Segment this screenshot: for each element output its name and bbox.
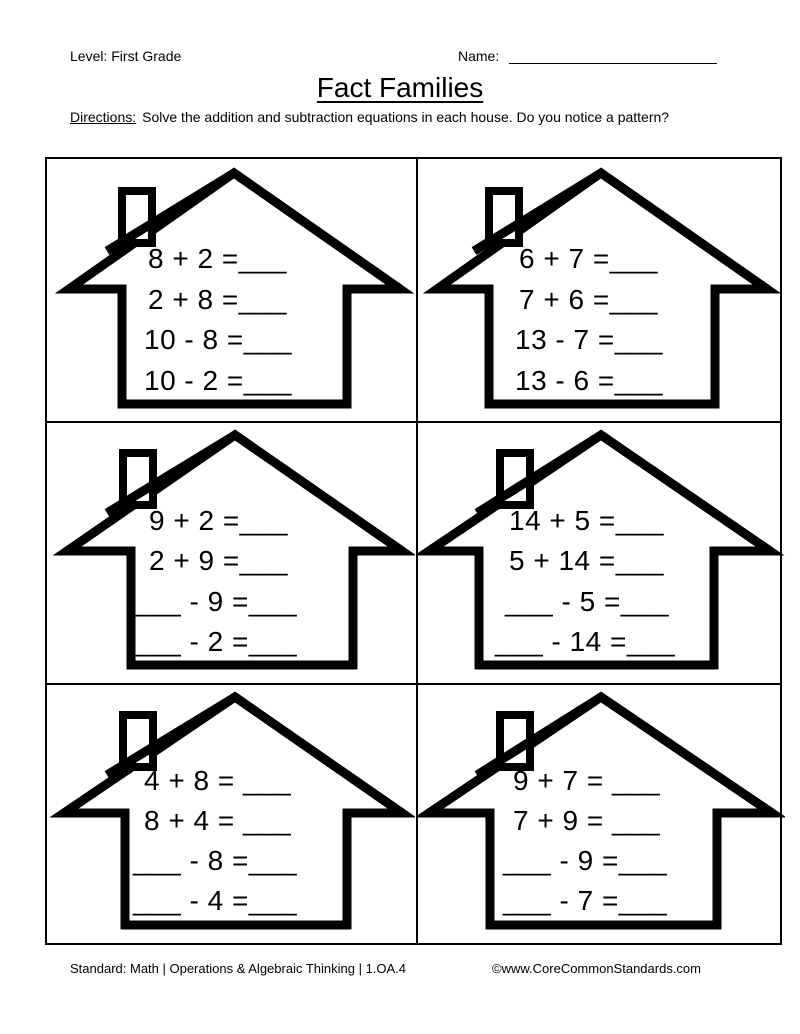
name-label: Name: bbox=[458, 48, 500, 64]
house-5 bbox=[47, 685, 415, 947]
equation-list bbox=[417, 423, 785, 685]
grade-level: Level: First Grade bbox=[70, 48, 182, 64]
directions-label: Directions: bbox=[70, 109, 137, 125]
equation[interactable]: 9 + 7 = ___ bbox=[513, 765, 661, 796]
equation[interactable]: 6 + 7 =___ bbox=[519, 243, 658, 274]
equation[interactable]: ___ - 5 =___ bbox=[505, 586, 670, 617]
equation[interactable]: 4 + 8 = ___ bbox=[144, 765, 292, 796]
equation-list bbox=[47, 685, 415, 947]
name-blank[interactable] bbox=[509, 49, 717, 64]
equation[interactable]: 5 + 14 =___ bbox=[509, 545, 664, 576]
equation-list bbox=[417, 685, 785, 947]
equation[interactable]: ___ - 7 =___ bbox=[503, 885, 668, 916]
equation[interactable]: 8 + 4 = ___ bbox=[144, 805, 292, 836]
directions bbox=[70, 109, 730, 126]
equation-list bbox=[417, 159, 785, 421]
equation[interactable]: 2 + 9 =___ bbox=[149, 545, 288, 576]
equation[interactable]: ___ - 2 =___ bbox=[133, 626, 298, 657]
equation[interactable]: 14 + 5 =___ bbox=[509, 505, 664, 536]
equation[interactable]: 13 - 6 =___ bbox=[515, 365, 663, 396]
name-field[interactable] bbox=[458, 48, 717, 64]
worksheet-title: Fact Families bbox=[316, 72, 484, 103]
equation[interactable]: 10 - 8 =___ bbox=[144, 324, 292, 355]
standard-footer: Standard: Math | Operations & Algebraic Thinking | 1.OA.4 bbox=[70, 961, 407, 976]
equation[interactable]: 10 - 2 =___ bbox=[144, 365, 292, 396]
house-6 bbox=[417, 685, 785, 947]
directions-text: Solve the addition and subtraction equations in each house. Do you notice a pattern? bbox=[142, 109, 670, 125]
house-1 bbox=[47, 159, 415, 421]
equation[interactable]: ___ - 8 =___ bbox=[133, 845, 298, 876]
equation[interactable]: 7 + 9 = ___ bbox=[513, 805, 661, 836]
site-footer: ©www.CoreCommonStandards.com bbox=[492, 961, 701, 976]
equation[interactable]: ___ - 4 =___ bbox=[133, 885, 298, 916]
equation[interactable]: 13 - 7 =___ bbox=[515, 324, 663, 355]
equation[interactable]: 7 + 6 =___ bbox=[519, 284, 658, 315]
equation[interactable]: 9 + 2 =___ bbox=[149, 505, 288, 536]
equation-list bbox=[47, 423, 415, 685]
equation-list bbox=[47, 159, 415, 421]
equation[interactable]: ___ - 9 =___ bbox=[133, 586, 298, 617]
house-2 bbox=[417, 159, 785, 421]
house-grid bbox=[45, 157, 782, 945]
equation[interactable]: 2 + 8 =___ bbox=[148, 284, 287, 315]
equation[interactable]: 8 + 2 =___ bbox=[148, 243, 287, 274]
house-3 bbox=[47, 423, 415, 685]
house-4 bbox=[417, 423, 785, 685]
equation[interactable]: ___ - 14 =___ bbox=[495, 626, 676, 657]
equation[interactable]: ___ - 9 =___ bbox=[503, 845, 668, 876]
